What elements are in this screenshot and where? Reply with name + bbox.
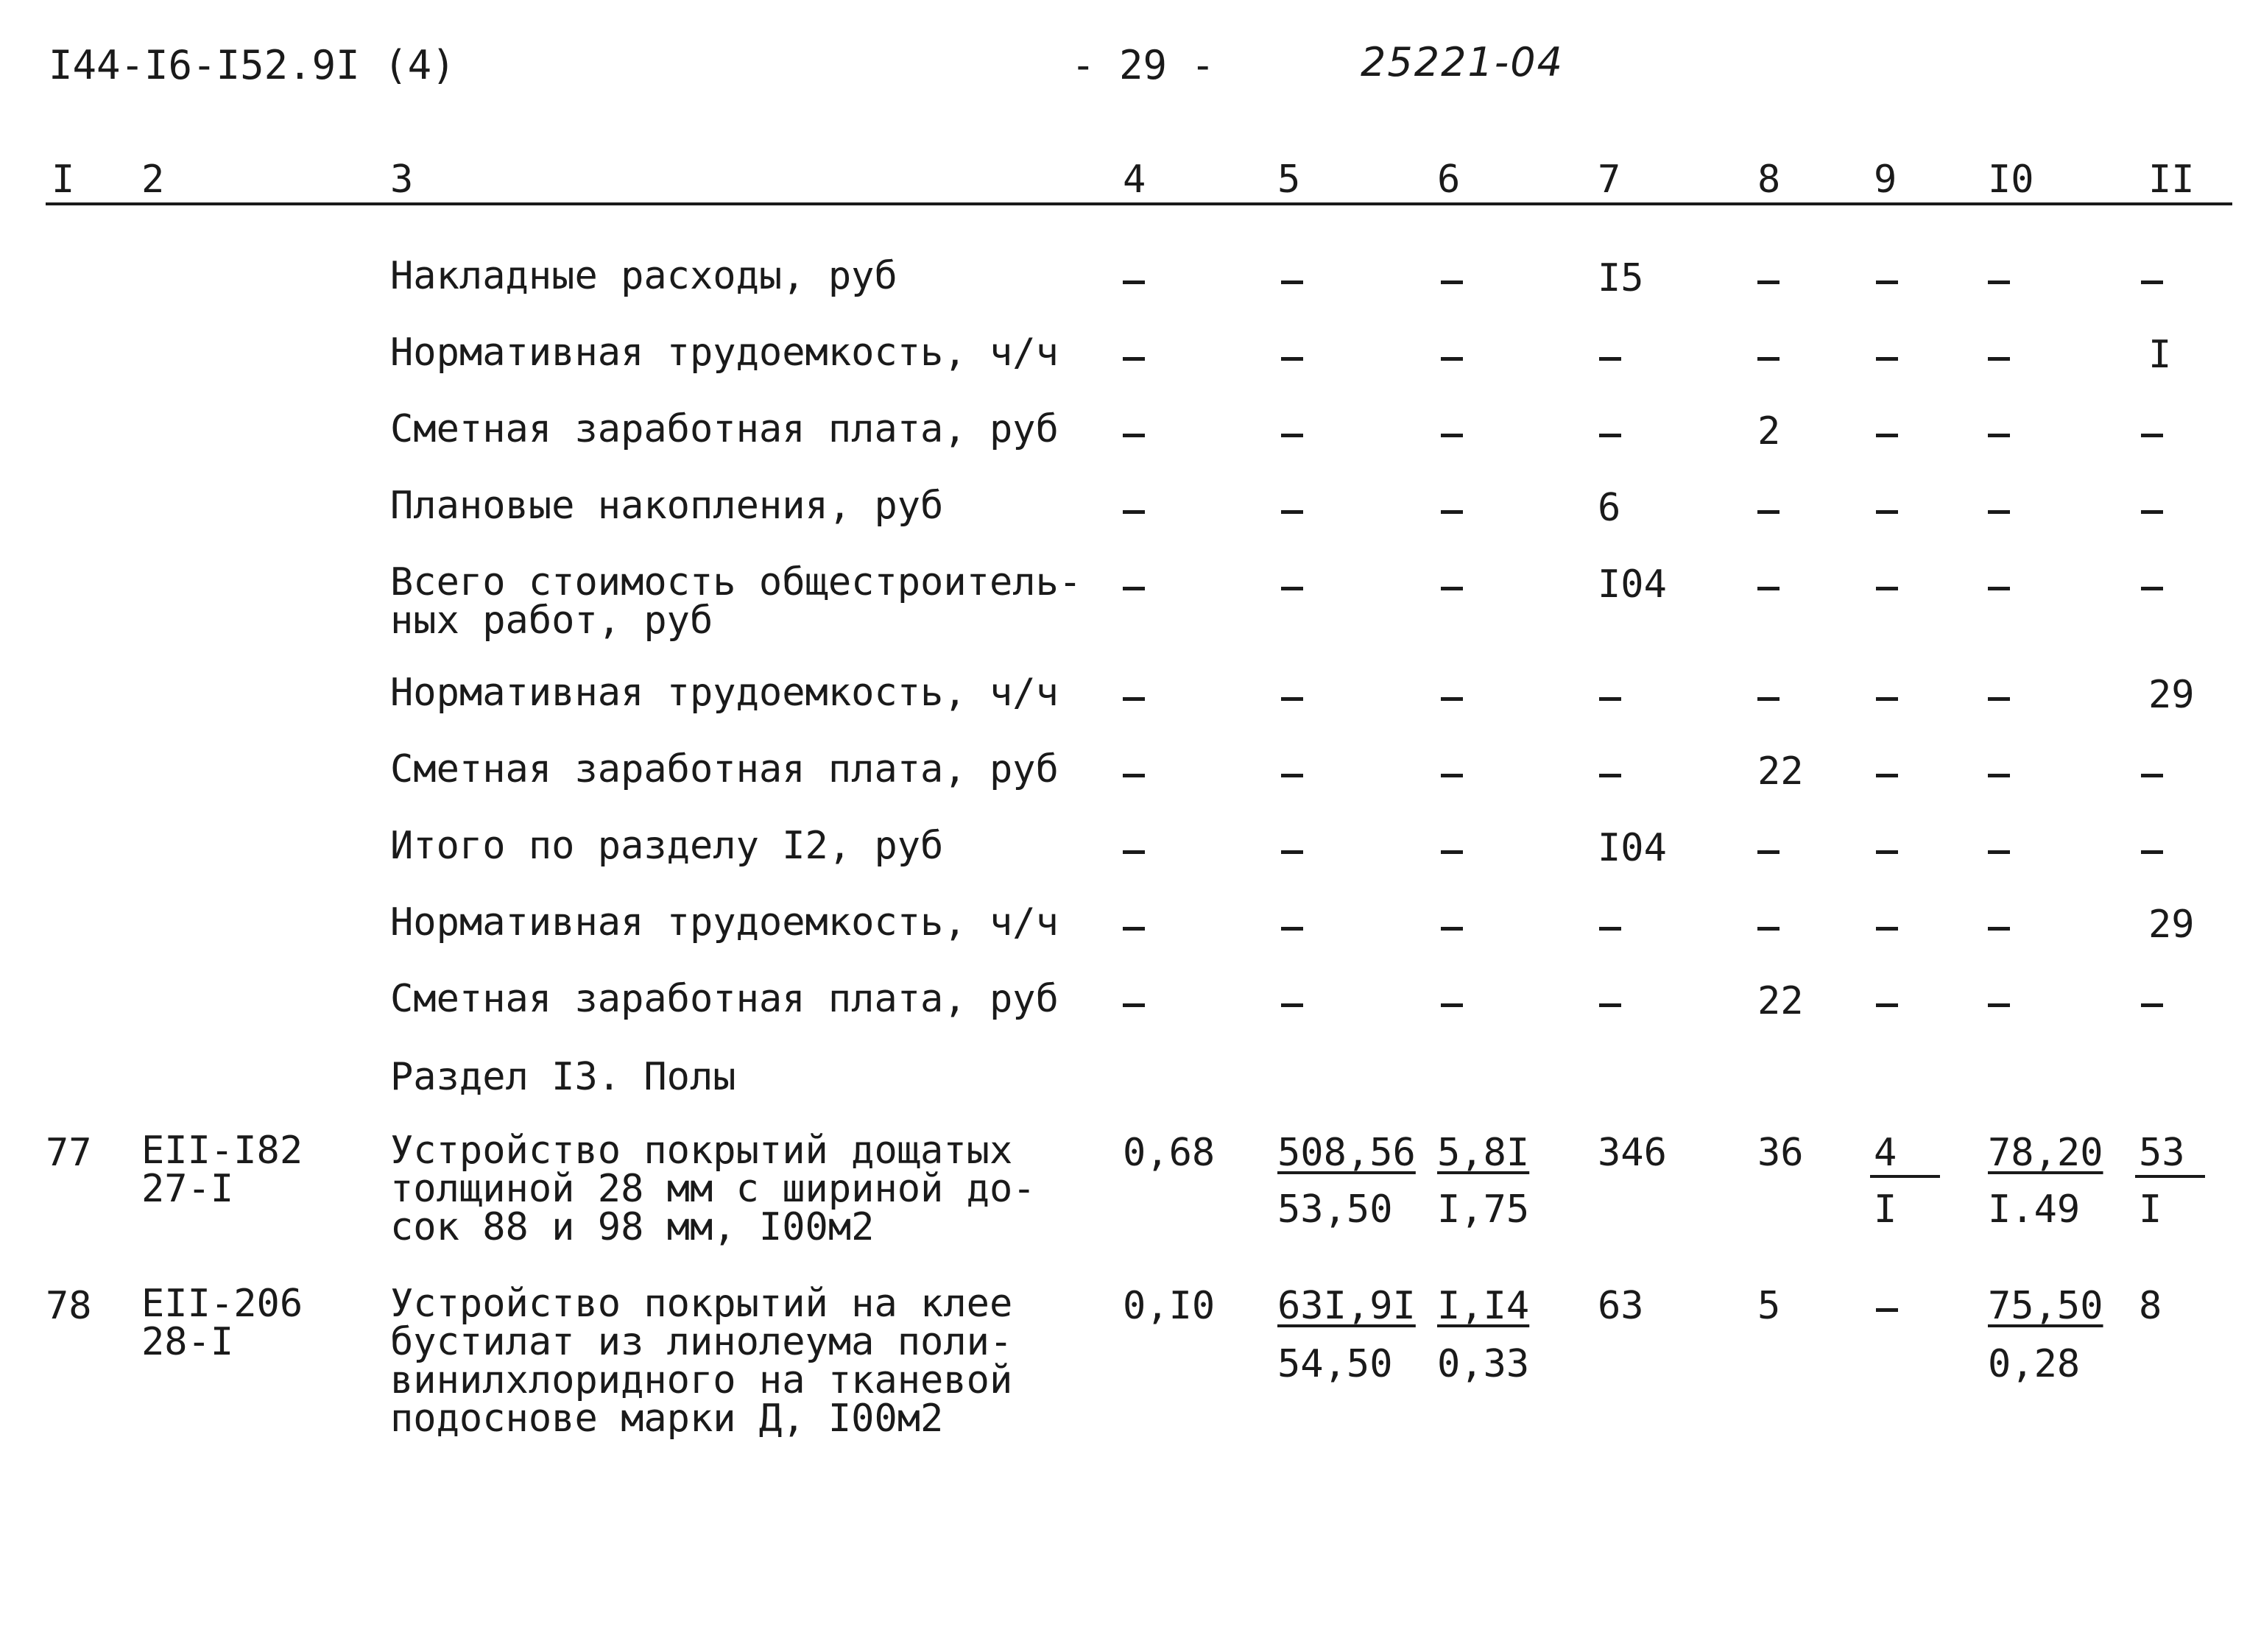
row-value-c7: I04 <box>1598 562 1667 607</box>
empty-value-dash <box>1123 357 1145 361</box>
column-number-5: 5 <box>1277 158 1301 202</box>
empty-value-dash <box>1988 587 2010 590</box>
empty-value-dash <box>1123 280 1145 284</box>
empty-value-dash <box>1757 357 1779 361</box>
empty-value-dash <box>1876 1308 1898 1312</box>
empty-value-dash <box>1757 510 1779 514</box>
empty-value-dash <box>1441 280 1463 284</box>
section-heading: Раздел I3. Полы <box>390 1055 736 1099</box>
row-value-c7: 6 <box>1598 486 1621 530</box>
row-description: Всего стоимость общестроитель- ных работ, руб <box>390 560 1082 643</box>
empty-value-dash <box>1441 774 1463 777</box>
item-col10-top: 78,20 <box>1988 1131 2103 1175</box>
row-description: Сметная заработная плата, руб <box>390 407 1059 451</box>
empty-value-dash <box>1441 1003 1463 1007</box>
item-col5-top: 63I,9I <box>1277 1284 1416 1328</box>
item-col6-top: 5,8I <box>1437 1131 1530 1175</box>
empty-value-dash <box>1988 697 2010 701</box>
item-col11-top: 53 <box>2139 1131 2185 1175</box>
row-description: Итого по разделу I2, руб <box>390 824 944 868</box>
empty-value-dash <box>1876 280 1898 284</box>
row-description: Нормативная трудоемкость, ч/ч <box>390 331 1059 375</box>
document-code: 25221-04 <box>1361 39 1564 85</box>
item-col7: 346 <box>1598 1131 1667 1175</box>
column-number-2: 2 <box>141 158 165 202</box>
empty-value-dash <box>2141 510 2163 514</box>
empty-value-dash <box>1599 434 1621 437</box>
empty-value-dash <box>1988 434 2010 437</box>
item-description: Устройство покрытий дощатых толщиной 28 мм с шириной до- сок 88 и 98 мм, I00м2 <box>390 1129 1036 1249</box>
empty-value-dash <box>2141 587 2163 590</box>
empty-value-dash <box>1876 927 1898 931</box>
empty-value-dash <box>1123 697 1145 701</box>
empty-value-dash <box>1441 850 1463 854</box>
empty-value-dash <box>1599 1003 1621 1007</box>
row-value-c8: 2 <box>1757 409 1781 453</box>
empty-value-dash <box>1757 927 1779 931</box>
item-col9-bottom: I <box>1874 1187 1897 1232</box>
row-value-c11: I <box>2148 333 2172 377</box>
empty-value-dash <box>1876 510 1898 514</box>
empty-value-dash <box>1281 927 1303 931</box>
empty-value-dash <box>2141 1003 2163 1007</box>
empty-value-dash <box>1281 510 1303 514</box>
item-col11-bottom: I <box>2139 1187 2162 1232</box>
item-col5-top: 508,56 <box>1277 1131 1416 1175</box>
empty-value-dash <box>1281 357 1303 361</box>
item-col8: 5 <box>1757 1284 1781 1328</box>
empty-value-dash <box>1123 510 1145 514</box>
empty-value-dash <box>1988 1003 2010 1007</box>
item-code: EII-206 28-I <box>141 1282 303 1364</box>
item-col6-top: I,I4 <box>1437 1284 1530 1328</box>
item-col5-bottom: 53,50 <box>1277 1187 1393 1232</box>
item-quantity: 0,I0 <box>1123 1284 1216 1328</box>
empty-value-dash <box>1876 1003 1898 1007</box>
column-number-9: 9 <box>1874 158 1897 202</box>
empty-value-dash <box>1876 850 1898 854</box>
row-description: Нормативная трудоемкость, ч/ч <box>390 900 1059 945</box>
empty-value-dash <box>1599 774 1621 777</box>
empty-value-dash <box>1757 850 1779 854</box>
item-col11: 8 <box>2139 1284 2162 1328</box>
item-col6-bottom: I,75 <box>1437 1187 1530 1232</box>
empty-value-dash <box>1281 280 1303 284</box>
empty-value-dash <box>1757 280 1779 284</box>
empty-value-dash <box>2141 434 2163 437</box>
item-description: Устройство покрытий на клее бустилат из линолеума поли- винилхлоридного на тканевой подоснове марки Д, I00м2 <box>390 1282 1013 1441</box>
fraction-line <box>2135 1175 2205 1178</box>
empty-value-dash <box>2141 774 2163 777</box>
item-quantity: 0,68 <box>1123 1131 1216 1175</box>
empty-value-dash <box>1281 434 1303 437</box>
item-col8: 36 <box>1757 1131 1804 1175</box>
empty-value-dash <box>1988 357 2010 361</box>
item-col9-top: 4 <box>1874 1131 1897 1175</box>
fraction-line <box>1870 1175 1940 1178</box>
document-reference: I44-I6-I52.9I (4) <box>49 42 456 88</box>
empty-value-dash <box>1441 587 1463 590</box>
empty-value-dash <box>1988 927 2010 931</box>
empty-value-dash <box>1281 774 1303 777</box>
page-number: - 29 - <box>1071 42 1216 88</box>
item-number: 78 <box>46 1284 92 1328</box>
empty-value-dash <box>1599 357 1621 361</box>
empty-value-dash <box>1599 927 1621 931</box>
row-description: Нормативная трудоемкость, ч/ч <box>390 671 1059 715</box>
row-value-c8: 22 <box>1757 749 1804 794</box>
empty-value-dash <box>1988 850 2010 854</box>
empty-value-dash <box>1441 434 1463 437</box>
header-rule <box>46 202 2232 205</box>
empty-value-dash <box>1281 850 1303 854</box>
empty-value-dash <box>1123 434 1145 437</box>
item-col6-bottom: 0,33 <box>1437 1342 1530 1386</box>
empty-value-dash <box>1988 774 2010 777</box>
column-number-4: 4 <box>1123 158 1146 202</box>
empty-value-dash <box>1876 357 1898 361</box>
column-number-8: 8 <box>1757 158 1781 202</box>
column-number-7: 7 <box>1598 158 1621 202</box>
row-value-c7: I04 <box>1598 826 1667 870</box>
empty-value-dash <box>1441 357 1463 361</box>
item-col5-bottom: 54,50 <box>1277 1342 1393 1386</box>
row-value-c8: 22 <box>1757 979 1804 1023</box>
empty-value-dash <box>1123 850 1145 854</box>
column-number-1: I <box>52 158 75 202</box>
item-number: 77 <box>46 1131 92 1175</box>
row-value-c11: 29 <box>2148 903 2195 947</box>
empty-value-dash <box>1599 697 1621 701</box>
empty-value-dash <box>1441 510 1463 514</box>
empty-value-dash <box>1281 697 1303 701</box>
empty-value-dash <box>1281 1003 1303 1007</box>
empty-value-dash <box>1757 697 1779 701</box>
row-description: Сметная заработная плата, руб <box>390 977 1059 1021</box>
empty-value-dash <box>1757 587 1779 590</box>
empty-value-dash <box>1123 927 1145 931</box>
row-value-c7: I5 <box>1598 256 1644 300</box>
row-description: Накладные расходы, руб <box>390 254 897 298</box>
empty-value-dash <box>1876 697 1898 701</box>
row-description: Плановые накопления, руб <box>390 484 944 528</box>
item-col10-top: 75,50 <box>1988 1284 2103 1328</box>
item-col10-bottom: 0,28 <box>1988 1342 2081 1386</box>
row-description: Сметная заработная плата, руб <box>390 747 1059 791</box>
empty-value-dash <box>1441 927 1463 931</box>
column-number-10: I0 <box>1988 158 2034 202</box>
row-value-c11: 29 <box>2148 673 2195 717</box>
empty-value-dash <box>1123 587 1145 590</box>
item-col10-bottom: I.49 <box>1988 1187 2081 1232</box>
empty-value-dash <box>1123 1003 1145 1007</box>
empty-value-dash <box>1281 587 1303 590</box>
empty-value-dash <box>2141 850 2163 854</box>
item-col7: 63 <box>1598 1284 1644 1328</box>
empty-value-dash <box>1876 774 1898 777</box>
empty-value-dash <box>1441 697 1463 701</box>
empty-value-dash <box>1988 510 2010 514</box>
column-number-6: 6 <box>1437 158 1461 202</box>
empty-value-dash <box>1123 774 1145 777</box>
empty-value-dash <box>1988 280 2010 284</box>
column-number-3: 3 <box>390 158 414 202</box>
empty-value-dash <box>2141 280 2163 284</box>
empty-value-dash <box>1876 587 1898 590</box>
empty-value-dash <box>1876 434 1898 437</box>
item-code: EII-I82 27-I <box>141 1129 303 1211</box>
column-number-11: II <box>2148 158 2195 202</box>
